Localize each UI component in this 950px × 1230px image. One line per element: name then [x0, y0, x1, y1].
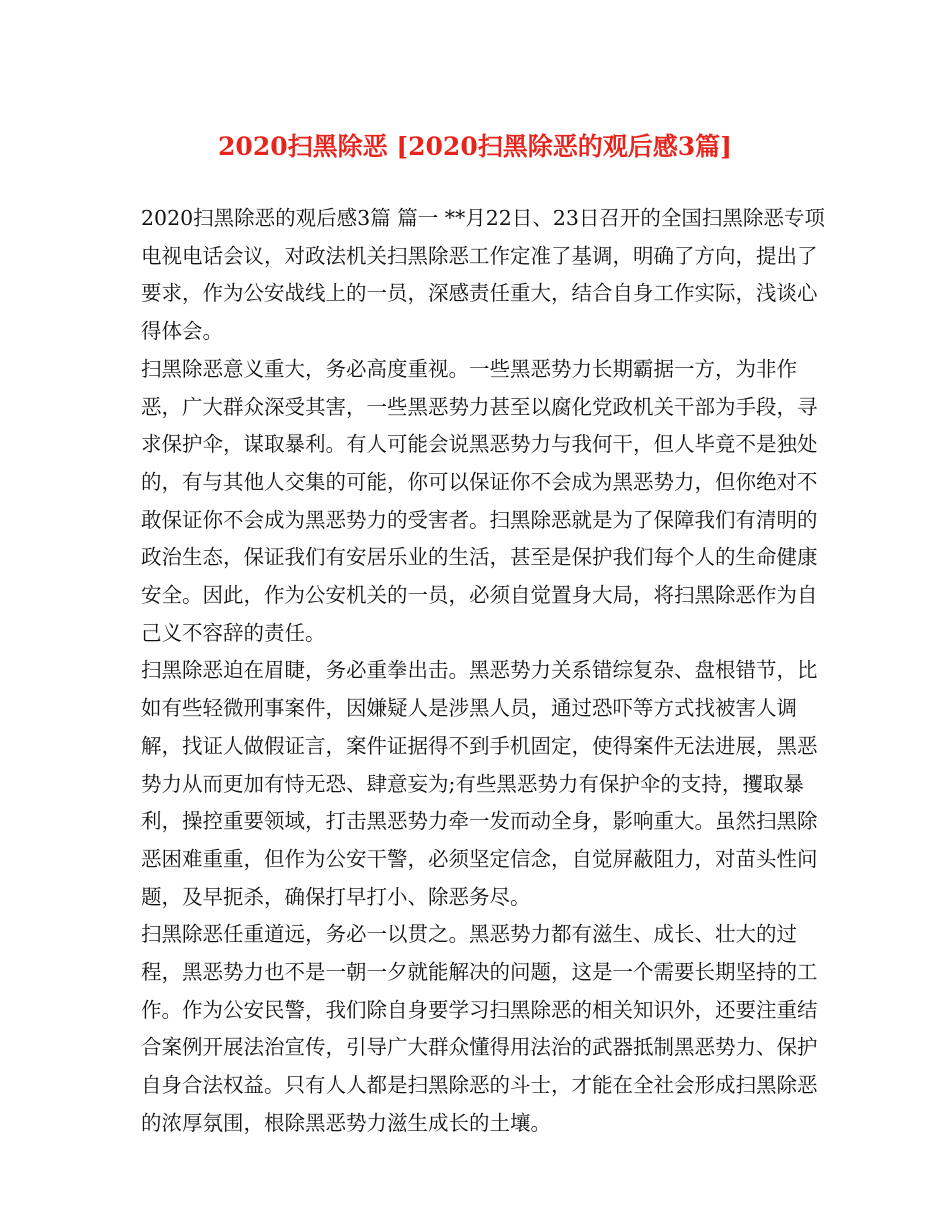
paragraph-significance: 扫黑除恶意义重大，务必高度重视。一些黑恶势力长期霸据一方，为非作恶，广大群众深受其害，一些黑恶势力甚至以腐化党政机关干部为手段，寻求保护伞，谋取暴利。有人可能会说黑恶势力与我何干，但人毕竟不是独处的，有与其他人交集的可能，你可以保证你不会成为黑恶势力，但你绝对不敢保证你不会成为黑恶势力的受害者。扫黑除恶就是为了保障我们有清明的政治生态，保证我们有安居乐业的生活，甚至是保护我们每个人的生命健康安全。因此，作为公安机关的一员，必须自觉置身大局，将扫黑除恶作为自己义不容辞的责任。	[141, 356, 818, 645]
paragraph-urgency: 扫黑除恶迫在眉睫，务必重拳出击。黑恶势力关系错综复杂、盘根错节，比如有些轻微刑事案件，因嫌疑人是涉黑人员，通过恐吓等方式找被害人调解，找证人做假证言，案件证据得不到手机固定，使得案件无法进展，黑恶势力从而更加有恃无恐、肆意妄为;有些黑恶势力有保护伞的支持，攫取暴利，操控重要领域，打击黑恶势力牵一发而动全身，影响重大。虽然扫黑除恶困难重重，但作为公安干警，必须坚定信念，自觉屏蔽阻力，对苗头性问题，及早扼杀，确保打早打小、除恶务尽。	[141, 658, 818, 909]
paragraph-persistence: 扫黑除恶任重道远，务必一以贯之。黑恶势力都有滋生、成长、壮大的过程，黑恶势力也不是一朝一夕就能解决的问题，这是一个需要长期坚持的工作。作为公安民警，我们除自身要学习扫黑除恶的相关知识外，还要注重结合案例开展法治宣传，引导广大群众懂得用法治的武器抵制黑恶势力、保护自身合法权益。只有人人都是扫黑除恶的斗士，才能在全社会形成扫黑除恶的浓厚氛围，根除黑恶势力滋生成长的土壤。	[141, 922, 818, 1135]
paragraph-intro: 2020扫黑除恶的观后感3篇 篇一 **月22日、23日召开的全国扫黑除恶专项电视电话会议，对政法机关扫黑除恶工作定准了基调，明确了方向，提出了要求，作为公安战线上的一员，深感责任重大，结合自身工作实际，浅谈心得体会。	[141, 206, 825, 344]
document-body	[141, 200, 831, 1143]
document-title: 2020扫黑除恶 [2020扫黑除恶的观后感3篇]	[218, 132, 732, 161]
